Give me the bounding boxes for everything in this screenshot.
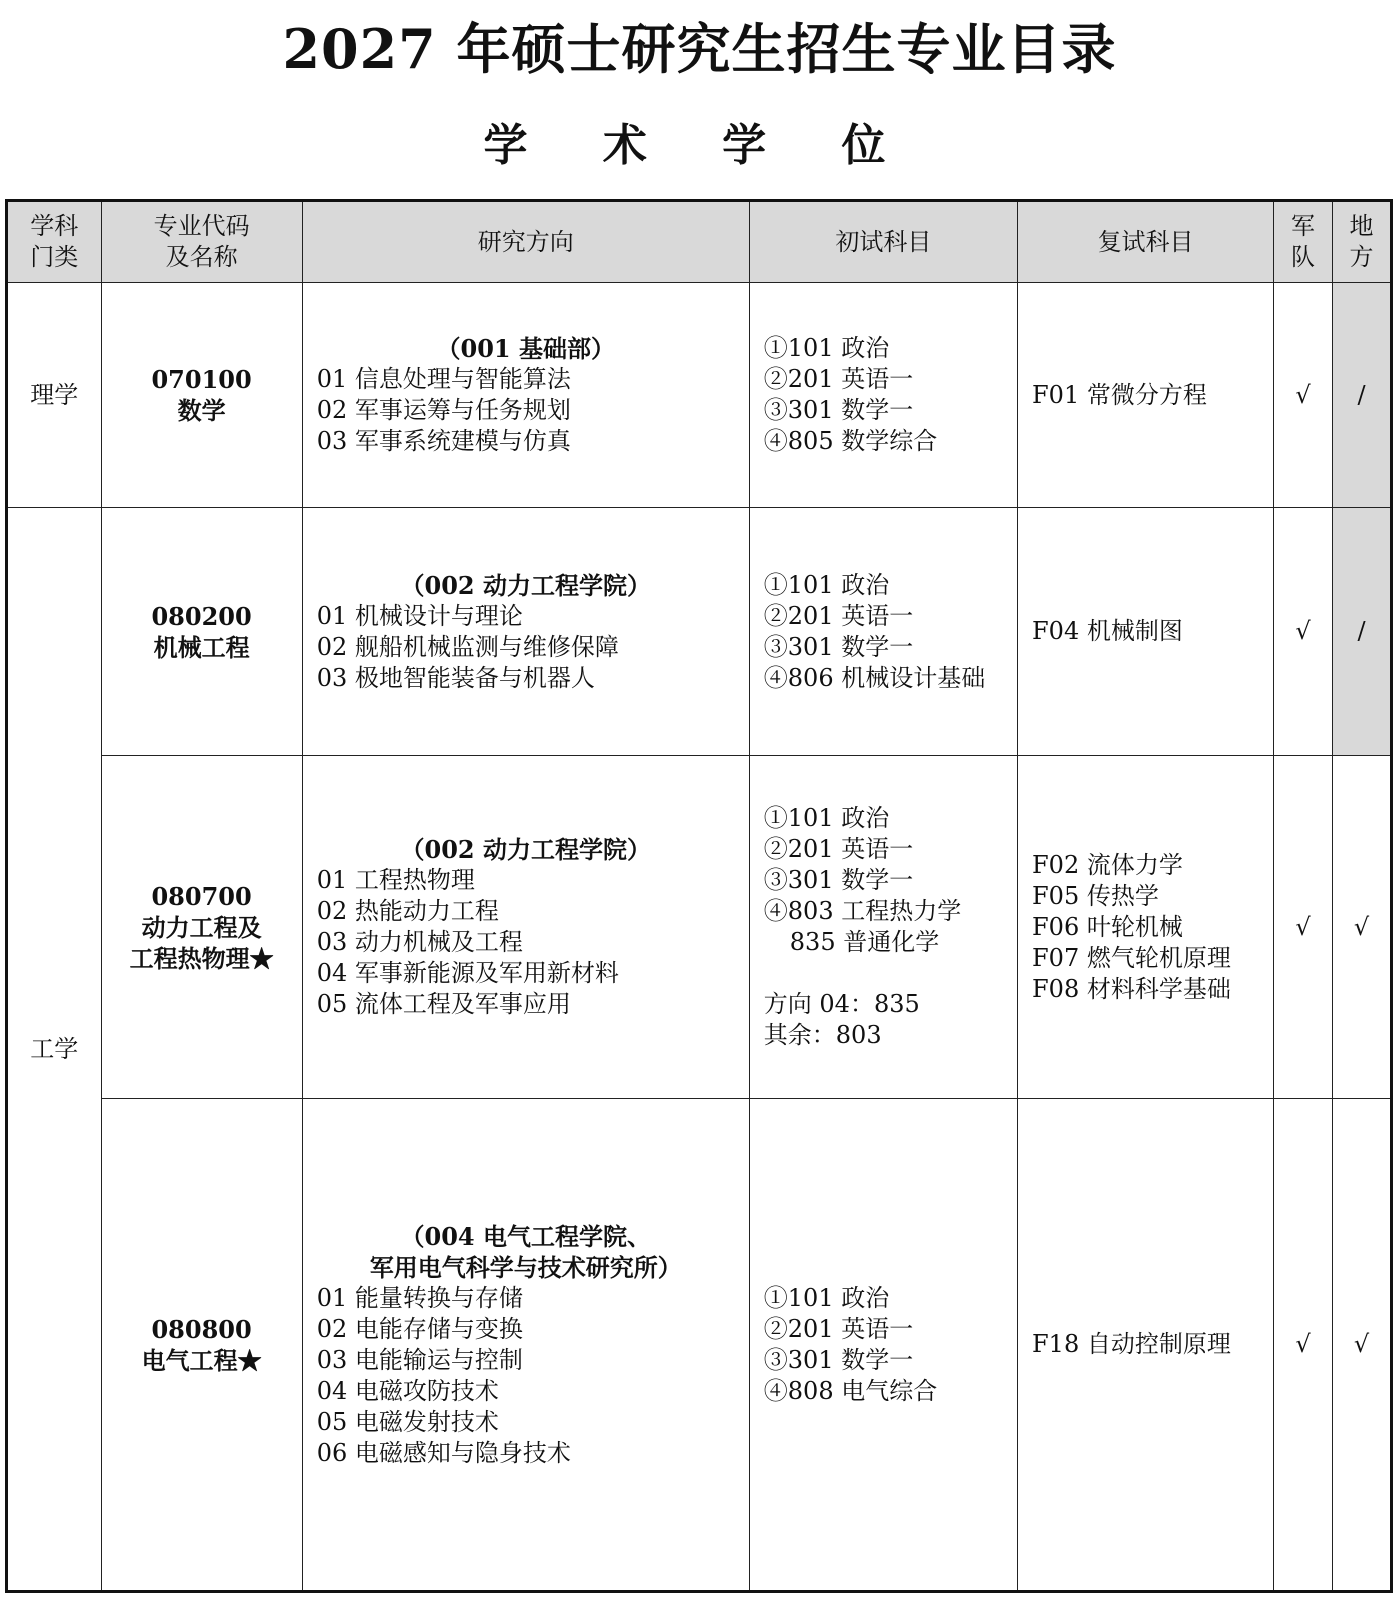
- department-label: （004 电气工程学院、: [400, 1221, 651, 1251]
- exam-item: ②201 英语一: [763, 1314, 914, 1343]
- direction-item: 02 舰船机械监测与维修保障: [316, 632, 619, 661]
- header-code-name-line: 及名称: [165, 243, 238, 271]
- exam-item: ①101 政治: [763, 334, 890, 362]
- exam-item: ①101 政治: [763, 804, 890, 832]
- military-mark: √: [1274, 756, 1333, 1099]
- header-military: [1274, 201, 1333, 283]
- header-initial-exam: 初试科目: [749, 201, 1017, 283]
- initial-exam-subjects: [749, 283, 1017, 508]
- retest-subjects: [1018, 508, 1274, 756]
- exam-note: 其余：803: [763, 1021, 882, 1049]
- header-direction: 研究方向: [302, 201, 749, 283]
- direction-item: 02 军事运筹与任务规划: [316, 396, 571, 424]
- department-label: （002 动力工程学院）: [400, 835, 651, 864]
- military-mark: √: [1274, 508, 1333, 756]
- exam-item: ②201 英语一: [763, 601, 914, 630]
- header-military-line: 军: [1291, 212, 1316, 240]
- direction-item: 05 电磁发射技术: [316, 1407, 499, 1436]
- direction-item: 03 极地智能装备与机器人: [316, 663, 595, 692]
- research-directions: [302, 508, 749, 756]
- exam-item: ③301 数学一: [763, 866, 914, 894]
- direction-item: 06 电磁感知与隐身技术: [316, 1438, 571, 1467]
- exam-item: ④805 数学综合: [763, 427, 938, 455]
- retest-item: F01 常微分方程: [1032, 380, 1207, 409]
- retest-item: F05 传热学: [1032, 881, 1159, 910]
- direction-item: 03 动力机械及工程: [316, 928, 523, 956]
- header-retest: 复试科目: [1018, 201, 1274, 283]
- research-directions: [302, 283, 749, 508]
- table-row: [7, 1099, 1392, 1592]
- department-label: （001 基础部）: [436, 334, 615, 363]
- exam-item: ②201 英语一: [763, 365, 914, 393]
- exam-note: 方向 04：835: [763, 990, 920, 1018]
- local-mark: /: [1333, 283, 1392, 508]
- retest-subjects: [1018, 756, 1274, 1099]
- direction-item: 02 电能存储与变换: [316, 1314, 523, 1343]
- major-code-name: [101, 508, 302, 756]
- direction-item: 04 电磁攻防技术: [316, 1376, 499, 1405]
- major-code: 080700: [151, 881, 252, 911]
- direction-item: 01 机械设计与理论: [316, 601, 523, 630]
- table-header-row: [7, 201, 1392, 283]
- retest-item: F08 材料科学基础: [1032, 974, 1231, 1003]
- major-code-name: [101, 1099, 302, 1592]
- header-category-line: 学科: [30, 212, 79, 240]
- military-mark: √: [1274, 1099, 1333, 1592]
- direction-item: 01 信息处理与智能算法: [316, 365, 571, 393]
- exam-item: ③301 数学一: [763, 1345, 914, 1374]
- research-directions: [302, 1099, 749, 1592]
- initial-exam-subjects: [749, 508, 1017, 756]
- exam-item: ③301 数学一: [763, 632, 914, 661]
- major-code: 080200: [151, 601, 252, 631]
- exam-item: 835 普通化学: [789, 928, 940, 956]
- direction-item: 04 军事新能源及军用新材料: [316, 959, 619, 987]
- retest-item: F06 叶轮机械: [1032, 912, 1183, 941]
- page-subtitle: 学 术 学 位: [483, 120, 916, 171]
- exam-item: ①101 政治: [763, 570, 890, 599]
- department-label: 军用电气科学与技术研究所）: [369, 1252, 682, 1282]
- catalog-table: [5, 199, 1393, 1593]
- exam-item: ④808 电气综合: [763, 1376, 938, 1405]
- header-military-line: 队: [1291, 243, 1316, 271]
- initial-exam-subjects: [749, 1099, 1017, 1592]
- department-label: （002 动力工程学院）: [400, 570, 651, 600]
- header-local: [1333, 201, 1392, 283]
- major-code-name: [101, 283, 302, 508]
- table-row: [7, 508, 1392, 756]
- page-title: 2027 年硕士研究生招生专业目录: [282, 17, 1117, 81]
- major-name: 机械工程: [153, 632, 250, 662]
- retest-subjects: [1018, 1099, 1274, 1592]
- exam-item: ④803 工程热力学: [763, 897, 962, 925]
- major-name: 动力工程及: [141, 912, 262, 942]
- retest-item: F07 燃气轮机原理: [1032, 943, 1231, 972]
- major-name: 数学: [177, 396, 226, 425]
- header-category: [7, 201, 102, 283]
- retest-item: F18 自动控制原理: [1032, 1330, 1231, 1358]
- header-category-line: 门类: [30, 243, 79, 271]
- major-code: 080800: [151, 1314, 252, 1344]
- direction-item: 03 电能输运与控制: [316, 1345, 523, 1374]
- local-mark: √: [1333, 756, 1392, 1099]
- retest-item: F04 机械制图: [1032, 617, 1183, 645]
- header-code-name-line: 专业代码: [153, 212, 250, 240]
- exam-item: ②201 英语一: [763, 835, 914, 863]
- major-name: 工程热物理★: [129, 943, 274, 973]
- research-directions: [302, 756, 749, 1099]
- header-code-name: [101, 201, 302, 283]
- category-cell: 工学: [7, 508, 102, 1592]
- major-name: 电气工程★: [141, 1345, 262, 1375]
- spacer: [764, 958, 1017, 989]
- major-code-name: [101, 756, 302, 1099]
- military-mark: √: [1274, 283, 1333, 508]
- direction-item: 01 工程热物理: [316, 866, 475, 894]
- header-local-line: 方: [1349, 243, 1374, 271]
- major-code: 070100: [151, 365, 252, 394]
- exam-item: ③301 数学一: [763, 396, 914, 424]
- direction-item: 05 流体工程及军事应用: [316, 990, 571, 1018]
- initial-exam-subjects: [749, 756, 1017, 1099]
- retest-subjects: [1018, 283, 1274, 508]
- local-mark: /: [1333, 508, 1392, 756]
- exam-item: ①101 政治: [763, 1283, 890, 1312]
- local-mark: √: [1333, 1099, 1392, 1592]
- table-row: [7, 283, 1392, 508]
- retest-item: F02 流体力学: [1032, 850, 1183, 879]
- exam-item: ④806 机械设计基础: [763, 663, 986, 692]
- direction-item: 01 能量转换与存储: [316, 1283, 523, 1312]
- direction-item: 02 热能动力工程: [316, 897, 499, 925]
- table-row: [7, 756, 1392, 1099]
- category-cell: 理学: [7, 283, 102, 508]
- header-local-line: 地: [1349, 212, 1374, 240]
- direction-item: 03 军事系统建模与仿真: [316, 427, 571, 455]
